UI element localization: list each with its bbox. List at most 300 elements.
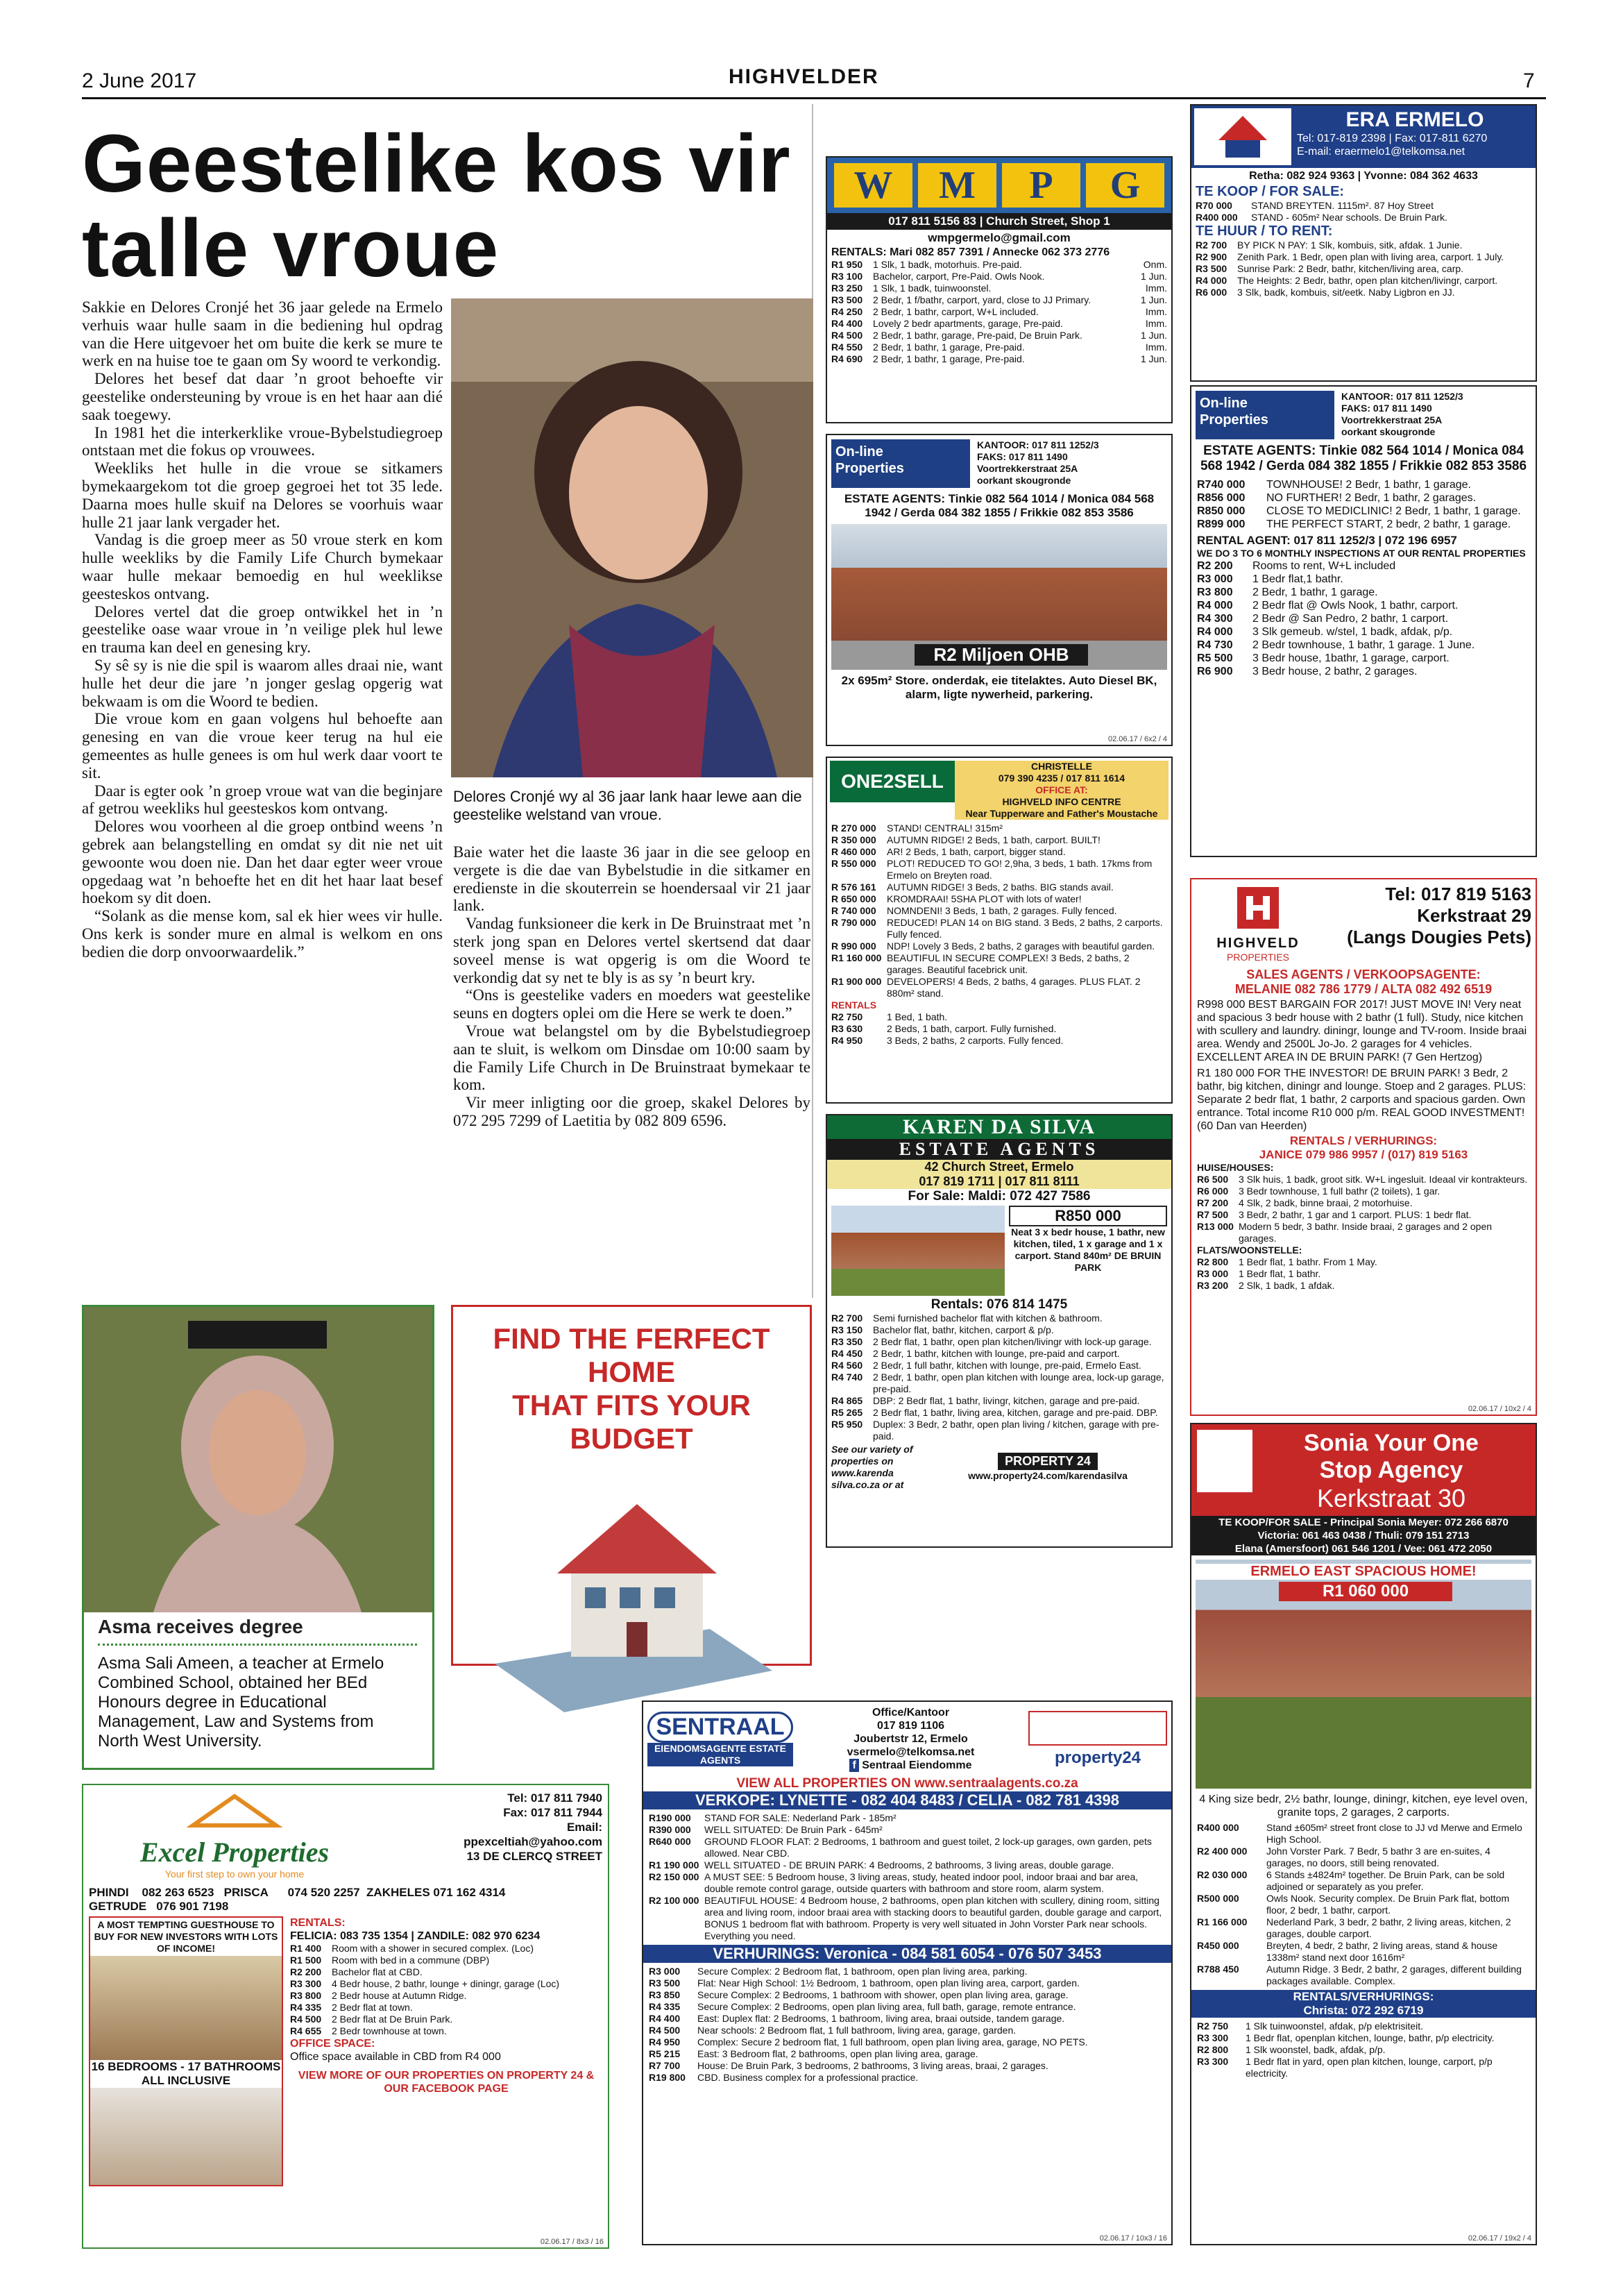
houses-label: HUISE/HOUSES: [1197,1162,1274,1173]
sonia-rent-agent: Christa: 072 292 6719 [1191,2004,1536,2018]
listing-desc: Owls Nook. Security complex. De Bruin Park flat, bottom floor, 2 bedr, 1 bathr, carport. [1266,1893,1510,1916]
sonia-ee-price: R1 060 000 [1279,1582,1452,1601]
sonia-ee-title: ERMELO EAST SPACIOUS HOME! [1196,1564,1531,1580]
sonia-title-1: Sonia Your One [1304,1430,1479,1456]
listing-desc: 2 Bedr flat at town. [332,2002,413,2013]
listing-row [1197,1893,1530,1916]
article-paragraph: Delores het besef dat daar ’n groot behoefte vir geestelike ondersteuning by vroue is en het haar aan dié saak toegewy. [82,370,443,423]
listing-desc: AUTUMN RIDGE! 2 Beds, 1 bath, carport. BUILT! [887,834,1101,845]
listing-price: R3 000 [1197,573,1233,585]
listing-row [1197,559,1530,573]
listing-desc: 4 Slk, 2 badk, binne braai, 2 motorhuise. [1239,1197,1413,1208]
sonia-rent-list [1191,2018,1536,2082]
listing-price: R2 400 000 [1197,1846,1248,1857]
article-column-2 [453,843,810,1130]
highveld-logo-icon [1234,884,1282,932]
online-rent-list [1191,559,1536,678]
listing-row [649,1812,1166,1824]
listing-desc: 2 Slk, 1 badk, 1 afdak. [1239,1280,1335,1291]
highveld-logo: HIGHVELD [1216,936,1300,951]
listing-row [1197,1916,1530,1940]
one2sell-ad [826,757,1173,1104]
listing-row [1197,1185,1530,1197]
excel-email: ppexceltiah@yahoo.com [464,1835,602,1848]
listing-price: R2 100 000 [649,1895,699,1906]
article-paragraph: Sakkie en Delores Cronjé het 36 jaar gelede na Ermelo verhuis waar hulle saam in die bediening hul opdrag van die Here uitgevoer het om buite die kerk se mure te werk en na huise toe te gaan om Sy woord te verkondig. [82,298,443,370]
listing-row [649,1895,1166,1942]
listing-desc: Secure Complex: 2 Bedrooms, open plan living area, full bath, garage, remote entrance. [697,2001,1076,2012]
listing-row [1197,1197,1530,1209]
listing-row [831,1407,1167,1419]
listing-date: 1 Jun. [1140,353,1167,364]
sonia-house-photo [1196,1560,1531,1789]
listing-row [1196,239,1531,251]
guesthouse-headline: A MOST TEMPTING GUESTHOUSE TO BUY FOR NEW INVESTORS WITH LOTS OF INCOME! [94,1919,278,1954]
office-address: Joubertstr 12, Ermelo [853,1733,968,1745]
online-sale-list [1191,478,1536,531]
listing-price: R2 030 000 [1197,1869,1248,1880]
listing-desc: 1 Bedr flat, openplan kitchen, lounge, bathr, p/p electricity. [1246,2032,1495,2043]
listing-desc: Bachelor, carport, Pre-Paid. Owls Nook. [873,271,1045,282]
listing-price: R 350 000 [831,834,876,845]
listing-desc: 4 Bedr house, 2 bathr, lounge + diningr, garage (Loc) [332,1978,560,1989]
listing-price: R4 690 [831,353,863,364]
listing-price: R2 700 [1196,239,1227,251]
listing-desc: NOMNDENI! 3 Beds, 1 bath, 2 garages. Fully fenced. [887,905,1117,916]
listing-row [831,822,1167,834]
listing-row [831,940,1167,952]
excel-logo: Excel Properties [139,1837,330,1868]
wmpg-letter: G [1086,163,1164,208]
listing-row [1197,505,1530,518]
listing-desc: CLOSE TO MEDICLINIC! 2 Bedr, 1 bathr, 1 garage. [1266,505,1521,517]
listing-desc: 2 Bedr flat, 1 bathr, living area, kitchen, garage and pre-paid. DBP. [873,1407,1158,1418]
excel-agents: FELICIA: 083 735 1354 | ZANDILE: 082 970 6234 [290,1930,541,1942]
article-headline: Geestelike kos vir talle vroue [82,118,791,294]
listing-row [649,2072,1166,2084]
listing-price: R 460 000 [831,846,876,857]
listing-row [290,1943,602,1955]
budget-ad [451,1305,812,1666]
listing-row [1196,200,1531,212]
listing-price: R3 200 [1197,1280,1229,1291]
listing-row [290,2025,602,2037]
listing-price: R3 000 [649,1966,681,1977]
listing-price: R2 750 [831,1011,863,1022]
listing-row [1197,1256,1530,1268]
listing-desc: Secure Complex: 2 Bedrooms, 1 bathroom with shower, open plan living area, garage. [697,1989,1069,2000]
listing-desc: 2 Bedr, 1 bathr, garage, Pre-paid, De Bruin Park. [873,330,1082,341]
article-column-1 [82,298,443,961]
one2sell-logo: ONE2SELL [830,761,955,802]
listing-row [831,318,1167,330]
facebook-label [793,1759,1028,1772]
listing-price: R4 000 [1196,275,1227,286]
era-rent-list [1191,239,1536,298]
listing-row [1197,573,1530,586]
listing-price: R4 865 [831,1395,863,1406]
listing-price: R2 700 [831,1312,863,1324]
listing-row [649,1824,1166,1836]
office-name: HIGHVELD INFO CENTRE [1002,796,1121,807]
listing-desc: STAND - 605m² Near schools. De Bruin Park. [1251,212,1447,223]
listing-price: R3 350 [831,1336,863,1347]
listing-desc: Flat: Near High School: 1½ Bedroom, 1 bathroom, open plan living area, carport, garden. [697,1977,1080,1989]
listing-price: R3 500 [649,1977,681,1989]
listing-price: R3 300 [290,1978,322,1989]
sentraal-logo: SENTRAAL [647,1712,793,1743]
listing-desc: 2 Bedr townhouse, 1 bathr, 1 garage. 1 June. [1252,639,1475,651]
listing-row [649,2060,1166,2072]
listing-desc: A MUST SEE: 5 Bedroom house, 3 living areas, study, heated indoor pool, indoor braai and bar area, double remote control garage, outside quarters with bathroom and store room, alarm system. [704,1871,1139,1894]
office-space-label: OFFICE SPACE: [290,2038,375,2050]
listing-row [831,306,1167,318]
karen-subtitle: ESTATE AGENTS [827,1139,1171,1160]
one2sell-rentals [827,1011,1171,1047]
listing-row [1197,652,1530,665]
listing-row [831,1419,1167,1442]
listing-price: R1 190 000 [649,1859,699,1871]
office-phone: 017 819 1106 [877,1720,944,1732]
listing-row [831,1312,1167,1324]
photo-caption: Delores Cronjé wy al 36 jaar lank haar lewe aan die geestelike welstand van vroue. [453,788,802,823]
wmpg-contact: 017 811 5156 83 | Church Street, Shop 1 [827,213,1171,230]
article-paragraph: Delores wou voorheen al die groep ontbind weens ’n gebrek aan belangstelling en omdat sy dit nie net uit gewoonte wou doen nie. Dan het daar egter weer vroue opgedaag wat ’n behoefte het en dit het haar laat besef hoekom sy dit doen. [82,818,443,907]
sentraal-ad [642,1700,1173,2245]
listing-desc: 2 Bedr house at Autumn Ridge. [332,1990,467,2001]
article-paragraph: Sy sê sy is nie die spil is waarom alles draai nie, want hulle het deur die jare ’n jonger geslag opgerig wat bekwaam is om die Woord te bedien. [82,656,443,710]
article-paragraph: Die vroue kom en gaan volgens hul behoefte aan genesing en van die vroue keer terug na hul eie gemeentes as hulle genees is om hul werk daar voort te sit. [82,710,443,782]
listing-row [649,1977,1166,1989]
listing-row [1197,586,1530,599]
listing-row [649,1836,1166,1859]
wmpg-email: wmpgermelo@gmail.com [928,231,1071,244]
listing-row [649,2025,1166,2036]
listing-row [1196,212,1531,223]
listing-row [831,1360,1167,1371]
listing-desc: 2 Bedr, 1 full bathr, kitchen with lounge, pre-paid, Ermelo East. [873,1360,1141,1371]
listing-price: R2 150 000 [649,1871,699,1882]
estate-agents: ESTATE AGENTS: Tinkie 082 564 1014 / Monica 084 568 1942 / Gerda 084 382 1855 / Frikkie 082 853 3586 [1200,444,1527,473]
karen-price-desc: Neat 3 x bedr house, 1 bathr, new kitchen, tiled, 1 x garage and 1 x carport. Stand 840m² DE BRUIN PARK [1011,1226,1165,1273]
listing-desc: 2 Bedr, 1 bathr, open plan kitchen with lounge area, lock-up garage, pre-paid. [873,1371,1164,1394]
office-space-text: Office space available in CBD from R4 000 [290,2051,501,2063]
listing-row [649,2001,1166,2013]
excel-phones: PHINDI 082 263 6523 PRISCA 074 520 2257 ZAKHELES 071 162 4314 [89,1886,506,1899]
listing-row [1196,275,1531,287]
delores-photo [451,298,813,777]
office-email: vsermelo@telkomsa.net [847,1746,975,1758]
listing-desc: 2 Beds, 1 bath, carport. Fully furnished. [887,1023,1057,1034]
listing-row [831,294,1167,306]
listing-desc: Complex: Secure 2 bedroom flat, 1 full bathroom, open plan living area, garage, NO PETS. [697,2036,1088,2048]
wmpg-letter: P [1002,163,1080,208]
listing-date: Imm. [1145,318,1167,329]
listing-desc: 3 Slk, badk, kombuis, sit/eetk. Naby Ligbron en JJ. [1237,287,1455,298]
rent-head: VERHURINGS: Veronica - 084 581 6054 - 076 507 3453 [643,1945,1171,1963]
excel-rentals: RENTALS: [290,1917,346,1929]
listing-price: R19 800 [649,2072,686,2083]
listing-desc: 1 Slk, 1 badk, motorhuis. Pre-paid. [873,259,1022,270]
listing-price: R2 200 [290,1966,322,1977]
listing-row [831,1011,1167,1023]
listing-desc: AR! 2 Beds, 1 bath, carport, bigger stand. [887,846,1066,857]
listing-desc: Room with bed in a commune (DBP) [332,1955,490,1966]
excel-fax: Fax: 017 811 7944 [503,1806,602,1819]
listing-price: R4 250 [831,306,863,317]
listing-desc: 3 Beds, 2 baths, 2 carports. Fully fenced. [887,1035,1064,1046]
listing-price: R788 450 [1197,1964,1239,1975]
listing-date: 1 Jun. [1140,271,1167,282]
listing-row [831,330,1167,341]
karen-sale: For Sale: Maldi: 072 427 7586 [908,1189,1091,1204]
listing-desc: Zenith Park. 1 Bedr, open plan with living area, carport. 1 July. [1237,251,1504,262]
listing-desc: THE PERFECT START, 2 bedr, 2 bathr, 1 garage. [1266,518,1511,530]
best-bargain: R998 000 BEST BARGAIN FOR 2017! JUST MOVE IN! Very neat and spacious 3 bedr house with 2 bathr (1 full). Study, nice kitchen with scullery and laundry. diningr, lounge and TV-room. Inside braai area. Wendy and 2500L Jo-Jo. 2 garages for 4 vehicles. EXCELLENT AREA IN DE BRUIN PARK! (7 Gen Hertzog) [1197,999,1527,1063]
listing-date: Imm. [1145,282,1167,294]
excel-listings [290,1943,602,2037]
era-tel: Tel: 017-819 2398 | Fax: 017-811 6270 [1297,133,1488,144]
era-email: E-mail: eraermelo1@telkomsa.net [1297,146,1465,158]
listing-desc: Bachelor flat at CBD. [332,1966,423,1977]
listing-price: R2 750 [1197,2020,1229,2032]
listing-row [1197,1280,1530,1292]
listing-desc: NO FURTHER! 2 Bedr, 1 bathr, 2 garages. [1266,492,1477,504]
asma-box [82,1305,434,1770]
excel-tagline: Your first step to own your home [164,1868,305,1880]
listing-row [831,1395,1167,1407]
listing-desc: 3 Slk gemeub. w/stel, 1 badk, afdak, p/p. [1252,626,1453,638]
listing-row [831,834,1167,846]
listing-price: R3 300 [1197,2032,1229,2043]
listing-price: R 990 000 [831,940,876,952]
rentals-label: RENTALS [831,999,877,1011]
karen-listings [827,1312,1171,1442]
listing-desc: Duplex: 3 Bedr, 2 bathr, open plan living / kitchen, garage with pre-paid. [873,1419,1159,1442]
listing-desc: AUTUMN RIDGE! 3 Beds, 2 baths. BIG stands avail. [887,881,1114,893]
asma-dots [98,1644,417,1646]
listing-desc: BY PICK N PAY: 1 Slk, kombuis, sitk, afdak. 1 Junie. [1237,239,1463,251]
listing-row [831,341,1167,353]
listing-price: R 790 000 [831,917,876,928]
listing-row [649,1966,1166,1977]
store-desc: 2x 695m² Store. onderdak, eie titelaktes. Auto Diesel BK, alarm, ligte nywerheid, parkering. [841,674,1157,701]
listing-desc: TOWNHOUSE! 2 Bedr, 1 bathr, 1 garage. [1266,479,1471,491]
listing-row [1197,2032,1530,2044]
listing-desc: Autumn Ridge. 3 Bedr, 2 bathr, 2 garages, different building packages available. Complex. [1266,1964,1522,1986]
listing-price: R70 000 [1196,200,1232,211]
guesthouse-photo-2 [90,2088,282,2185]
listing-desc: 1 Slk, 1 badk, tuinwoonstel. [873,282,992,294]
listing-desc: 3 Bedr, 2 bathr, 1 gar and 1 carport. PLUS: 1 bedr flat. [1239,1209,1472,1220]
listing-desc: PLOT! REDUCED TO GO! 2,9ha, 3 beds, 1 bath. 17kms from Ermelo on Breyten road. [887,858,1153,881]
facebook-icon: f [849,1759,858,1772]
listing-row [1197,2056,1530,2079]
agent-phone: 079 390 4235 / 017 811 1614 [998,773,1125,784]
facebook-page: Sentraal Eiendomme [862,1759,972,1771]
listing-price: R5 215 [649,2048,681,2059]
listing-price: R640 000 [649,1836,691,1847]
listing-price: R3 500 [831,294,863,305]
wmpg-rentals-head: RENTALS: Mari 082 857 7391 / Annecke 062 373 2776 [831,246,1110,258]
highveld-addr: Kerkstraat 29 [1417,905,1531,926]
listing-row [1196,251,1531,263]
office-phone: KANTOOR: 017 811 1252/3 [977,439,1099,450]
sonia-street: Kerkstraat 30 [1316,1484,1466,1512]
listing-row [831,1371,1167,1395]
listing-row [831,1348,1167,1360]
sentraal-rent-list [643,1963,1171,2086]
office-note: Near Tupperware and Father's Moustache [965,808,1158,819]
article-paragraph: In 1981 het die interkerklike vroue-Bybelstudiegroep ontstaan met die fokus op vrouwees. [82,423,443,459]
listing-row [831,917,1167,940]
listing-desc: Nederland Park, 3 bedr, 2 bathr, 2 living areas, kitchen, 2 garages, double carport. [1266,1916,1511,1939]
property24-url: www.property24.com/karendasilva [968,1470,1128,1481]
article-paragraph: Baie water het die laaste 36 jaar in die see geloop en vergete is die dae van Bybelstudie in die sitkamer en eredienste in die skouterrein se hoendersaal vir 21 jaar lank. [453,843,810,915]
listing-desc: 1 Bedr flat, 1 bathr. [1239,1268,1321,1279]
logo-online: On-line [1200,396,1248,411]
listing-price: R4 950 [649,2036,681,2048]
listing-row [831,353,1167,365]
listing-price: R6 000 [1196,287,1227,298]
ad-stamp: 02.06.17 / 6x2 / 4 [1107,735,1167,743]
logo-properties: Properties [1200,412,1268,428]
listing-price: R4 500 [649,2025,681,2036]
listing-desc: East: Duplex flat: 2 Bedrooms, 1 bathroom, living area, braai outside, tandem garage. [697,2013,1065,2024]
listing-price: R856 000 [1197,492,1246,504]
online-properties-logo [831,439,970,488]
listing-desc: Lovely 2 bedr apartments, garage, Pre-paid. [873,318,1063,329]
era-ermelo-ad [1190,104,1537,382]
listing-price: R5 265 [831,1407,863,1418]
listing-row [1197,1268,1530,1280]
wmpg-letter: M [918,163,996,208]
listing-price: R1 160 000 [831,952,882,963]
excel-properties-ad [82,1784,609,2249]
header-rule [82,97,1546,99]
wmpg-letter: W [834,163,912,208]
listing-row [831,1336,1167,1348]
listing-desc: 2 Bedr, 1 bathr, carport, W+L included. [873,306,1039,317]
listing-row [649,2036,1166,2048]
article-paragraph: Vir meer inligting oor die groep, skakel Delores by 072 295 7299 of Laetitia by 082 809 6596. [453,1094,810,1129]
office-label: OFFICE AT: [1035,784,1088,795]
listing-desc: Sunrise Park: 2 Bedr, bathr, kitchen/living area, carp. [1237,263,1464,274]
sentraal-sale-list [643,1809,1171,1945]
listing-price: R3 800 [1197,586,1233,598]
sonia-elana: Elana (Amersfoort) 061 546 1201 / Vee: 061 472 2050 [1191,1542,1536,1555]
address: Voortrekkerstraat 25A [977,463,1078,474]
listing-price: R2 200 [1197,560,1233,572]
listing-desc: 6 Stands ±4824m² together. De Bruin Park, can be sold adjoined or separately as you prefer. [1266,1869,1505,1892]
karen-title: KAREN DA SILVA [827,1115,1171,1139]
article-paragraph: Vandag funksioneer die kerk in De Bruinstraat met ’n sterk jong span en Delores vertel skertsend dat daar soveel mense is wat opgerig is om die Woord te verkondig dat sy net te bly is as sy ’n beurt kry. [453,915,810,986]
store-photo [831,524,1167,670]
rentals-head: RENTALS / VERHURINGS: [1289,1134,1438,1147]
listing-price: R4 400 [831,318,863,329]
listing-price: R2 800 [1197,2044,1229,2055]
listing-desc: GROUND FLOOR FLAT: 2 Bedrooms, 1 bathroom and guest toilet, 2 lock-up garages, own garden, pets allowed. Near CBD. [704,1836,1152,1859]
listing-price: R1 400 [290,1943,322,1954]
listing-price: R 650 000 [831,893,876,904]
listing-row [1197,2020,1530,2032]
listing-desc: WELL SITUATED: De Bruin Park - 645m² [704,1824,883,1835]
listing-price: R 550 000 [831,858,876,869]
fax: FAKS: 017 811 1490 [977,451,1068,462]
listing-row [290,1966,602,1978]
listing-row [1197,625,1530,639]
sonia-victoria: Victoria: 061 463 0438 / Thuli: 079 151 2713 [1191,1529,1536,1542]
listing-desc: 2 Bedr, 1 f/bathr, carport, yard, close to JJ Primary. [873,294,1091,305]
excel-getrude: GETRUDE 076 901 7198 [89,1900,229,1913]
listing-price: R4 740 [831,1371,863,1383]
listing-price: R3 800 [290,1990,322,2001]
listing-row [831,846,1167,858]
listing-price: R4 560 [831,1360,863,1371]
one2sell-listings [827,822,1171,999]
karen-da-silva-ad [826,1114,1173,1548]
listing-desc: 3 Bedr house, 1bathr, 1 garage, carport. [1252,652,1450,664]
inspection-note: WE DO 3 TO 6 MONTHLY INSPECTIONS AT OUR RENTAL PROPERTIES [1197,548,1526,559]
listing-desc: John Vorster Park. 7 Bedr, 5 bathr 3 are en-suites, 4 garages, no doors, still being renovated. [1266,1846,1490,1868]
flats-label: FLATS/WOONSTELLE: [1197,1244,1302,1256]
listing-desc: Room with a shower in secured complex. (Loc) [332,1943,534,1954]
listing-price: R3 300 [1197,2056,1229,2067]
listing-desc: 2 Bedr, 1 bathr, 1 garage, Pre-paid. [873,353,1025,364]
listing-price: R3 100 [831,271,863,282]
listing-row [831,976,1167,999]
listing-row [1197,1940,1530,1964]
listing-desc: 1 Bedr flat,1 bathr. [1252,573,1343,585]
listing-date: Imm. [1145,341,1167,353]
listing-row [1197,518,1530,531]
property24-logo: PROPERTY 24 [998,1453,1098,1470]
ad-stamp: 02.06.17 / 10x3 / 16 [1099,2234,1167,2243]
highveld-addr-2: (Langs Dougies Pets) [1347,927,1531,947]
office-label: Office/Kantoor [872,1707,950,1719]
listing-desc: 2 Bedr @ San Pedro, 2 bathr, 1 carport. [1252,613,1449,625]
article-paragraph: Weekliks het hulle in die vroue se sitkamers bymekaargekom tot die groep gegroei het tot 35 lede. Daarna moes hulle skuif na Delores se voorhuis waar hulle 21 jaar lank vergader het. [82,459,443,531]
agent-name: CHRISTELLE [1031,761,1092,772]
online-properties-ad [826,434,1173,746]
listing-row [290,1990,602,2002]
listing-price: R5 950 [831,1419,863,1430]
listing-price: R3 500 [1196,263,1227,274]
article-paragraph: Vroue wat belangstel om by die Bybelstudiegroep aan te sluit, is welkom om Dinsdae om 10:00 saam by die Family Life Church in De Bruinstraat bymekaar te kom. [453,1022,810,1094]
listing-row [831,905,1167,917]
listing-row [831,282,1167,294]
listing-row [831,881,1167,893]
listing-price: R400 000 [1196,212,1238,223]
listing-row [831,259,1167,271]
sentraal-sub: EIENDOMSAGENTE ESTATE AGENTS [647,1743,793,1766]
address-2: oorkant skougronde [977,475,1071,486]
listing-price: R2 800 [1197,1256,1229,1267]
karen-rentals: Rentals: 076 814 1475 [931,1297,1068,1312]
wmpg-logo [827,158,1171,213]
ad-stamp: 02.06.17 / 8x3 / 16 [540,2238,604,2246]
listing-price: R 576 161 [831,881,876,893]
listing-desc: 2 Bedr townhouse at town. [332,2025,447,2036]
listing-price: R1 900 000 [831,976,882,987]
listing-row [1197,1221,1530,1244]
listing-price: R4 950 [831,1035,863,1046]
guesthouse-rooms: 16 BEDROOMS - 17 BATHROOMS ALL INCLUSIVE [91,2060,281,2087]
listing-desc: NDP! Lovely 3 Beds, 2 baths, 2 garages with beautiful garden. [887,940,1155,952]
listing-row [290,1955,602,1966]
era-rent-head: TE HUUR / TO RENT: [1196,223,1333,239]
ad-stamp: 02.06.17 / 19x2 / 4 [1468,2234,1531,2243]
